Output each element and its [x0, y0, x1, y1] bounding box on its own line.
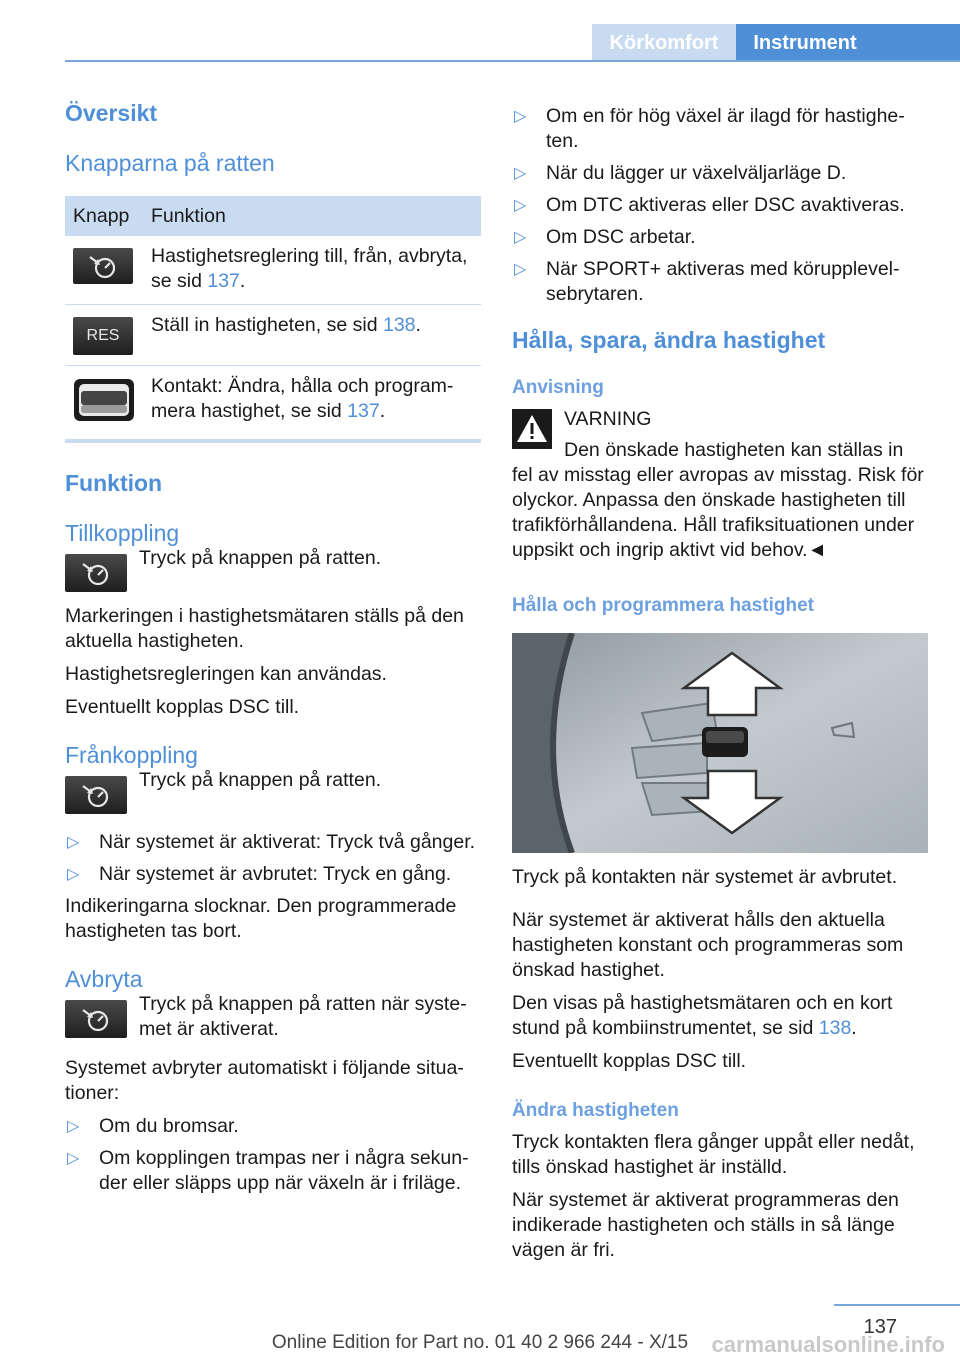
warning-triangle-icon	[512, 409, 552, 449]
triangle-bullet-icon: ▷	[67, 1150, 80, 1167]
buttons-table	[65, 196, 481, 443]
list-item: ▷ När systemet är avbrutet: Tryck en gång.	[67, 863, 452, 885]
header-tab-korkomfort[interactable]: Körkomfort	[592, 24, 736, 62]
table-row	[65, 305, 481, 366]
bullet-list	[65, 830, 481, 887]
triangle-bullet-icon: ▷	[514, 197, 527, 214]
warning-block	[512, 407, 928, 563]
list-item: ▷ Om kopplingen trampas ner i några sekunder eller släpps upp när växeln är i friläge.	[67, 1147, 469, 1194]
triangle-bullet-icon: ▷	[514, 229, 527, 246]
subtitle-anvisning: Anvisning	[512, 377, 604, 398]
subtitle-tillkoppling: Tillkoppling	[65, 520, 180, 546]
paragraph: Eventuellt kopplas DSC till.	[65, 696, 300, 718]
table-cell-function: Ställ in hastigheten, se sid 138.	[143, 305, 481, 366]
header-rule	[65, 60, 960, 62]
table-header-funktion: Funktion	[143, 196, 481, 236]
table-row	[65, 366, 481, 442]
paragraph: Indikeringarna slocknar. Den programmerade hastigheten tas bort.	[65, 895, 457, 942]
subtitle-andra-hastigheten: Ändra hastigheten	[512, 1100, 679, 1121]
paragraph: När systemet är aktiverat programmeras den indikerade hastigheten och ställs in så länge vägen är fri.	[512, 1189, 899, 1261]
instruction-row	[65, 993, 481, 1042]
table-header-row	[65, 196, 481, 236]
bullet-list	[512, 104, 928, 307]
edition-note: Online Edition for Part no. 01 40 2 966 244 - X/15	[271, 1332, 689, 1353]
section-title-oversikt: Översikt	[65, 100, 158, 126]
paragraph: När systemet är aktiverat hålls den aktuella hastigheten konstant och programmeras som önskad hastighet.	[512, 909, 904, 981]
list-item: ▷ När systemet är aktiverat: Tryck två gånger.	[67, 831, 476, 853]
cruise-control-button-icon	[65, 776, 127, 814]
subtitle-halla-programmera: Hålla och programmera hastighet	[512, 595, 814, 616]
triangle-bullet-icon: ▷	[67, 834, 80, 851]
list-item: ▷ Om DSC arbetar.	[514, 226, 696, 248]
subtitle-knapparna: Knapparna på ratten	[65, 150, 275, 176]
paragraph: Eventuellt kopplas DSC till.	[512, 1050, 747, 1072]
triangle-bullet-icon: ▷	[514, 165, 527, 182]
list-item: ▷ Om du bromsar.	[67, 1115, 239, 1137]
cruise-control-button-icon	[65, 554, 127, 592]
table-cell-function: Kontakt: Ändra, hålla och programmera hastighet, se sid 137.	[143, 366, 481, 442]
footer-rule	[834, 1304, 960, 1306]
page-number: 137	[863, 1316, 897, 1338]
left-column	[65, 98, 481, 1203]
paragraph: Tryck kontakten flera gånger uppåt eller nedåt, tills önskad hastighet är inställd.	[512, 1131, 915, 1178]
watermark: carmanualsonline.info	[711, 1332, 945, 1357]
header-tab-instrument[interactable]: Instrument	[736, 24, 874, 62]
rocker-switch-icon	[73, 378, 135, 422]
paragraph: Hastighetsregleringen kan användas.	[65, 663, 387, 685]
section-title-funktion: Funktion	[65, 470, 163, 496]
cruise-control-button-icon	[65, 1000, 127, 1038]
list-item: ▷ När du lägger ur växelväljarläge D.	[514, 162, 847, 184]
triangle-bullet-icon: ▷	[67, 866, 80, 883]
instruction-text: Tryck på knappen på ratten.	[139, 769, 382, 791]
page-link[interactable]: 137	[207, 270, 240, 292]
list-item: ▷ När SPORT+ aktiveras med körupplevelsebrytaren.	[514, 258, 900, 305]
instruction-row	[65, 547, 481, 592]
triangle-bullet-icon: ▷	[514, 261, 527, 278]
instruction-row	[65, 769, 481, 814]
instruction-text: Tryck på knappen på ratten när systemet är aktiverat.	[139, 993, 467, 1040]
res-button-icon: RES	[73, 317, 133, 355]
warning-label: VARNING	[564, 408, 652, 430]
header-fill	[874, 24, 960, 62]
right-column	[512, 104, 928, 1263]
paragraph: Markeringen i hastighetsmätaren ställs på den aktuella hastigheten.	[65, 605, 464, 652]
table-header-knapp: Knapp	[65, 196, 143, 236]
subtitle-avbryta: Avbryta	[65, 966, 143, 992]
paragraph: Den visas på hastighetsmätaren och en kort stund på kombiinstrumentet, se sid 138.	[512, 992, 893, 1039]
warning-text: Den önskade hastigheten kan ställas in fel av misstag eller avropas av misstag. Risk för olyckor. Anpassa den önskade hastigheten till trafikförhållandena. Håll trafiksituationen under uppsikt och ingrip aktivt vid behov.◄	[512, 439, 924, 561]
page-link[interactable]: 137	[347, 400, 380, 422]
subtitle-frankoppling: Frånkoppling	[65, 742, 198, 768]
paragraph: Tryck på kontakten när systemet är avbrutet.	[512, 866, 898, 888]
triangle-bullet-icon: ▷	[514, 108, 527, 125]
table-row	[65, 236, 481, 305]
page-link[interactable]: 138	[382, 314, 416, 336]
steering-wheel-photo	[512, 633, 928, 853]
triangle-bullet-icon: ▷	[67, 1118, 80, 1135]
list-item: ▷ Om en för hög växel är ilagd för hastigheten.	[514, 105, 905, 152]
section-title-halla: Hålla, spara, ändra hastighet	[512, 327, 826, 353]
page-link[interactable]: 138	[818, 1017, 852, 1039]
cruise-control-button-icon	[73, 248, 133, 284]
bullet-list	[65, 1114, 481, 1196]
list-item: ▷ Om DTC aktiveras eller DSC avaktiveras.	[514, 194, 905, 216]
table-cell-function: Hastighetsreglering till, från, avbryta, se sid 137.	[143, 236, 481, 305]
paragraph: Systemet avbryter automatiskt i följande situationer:	[65, 1057, 464, 1104]
instruction-text: Tryck på knappen på ratten.	[139, 547, 382, 569]
